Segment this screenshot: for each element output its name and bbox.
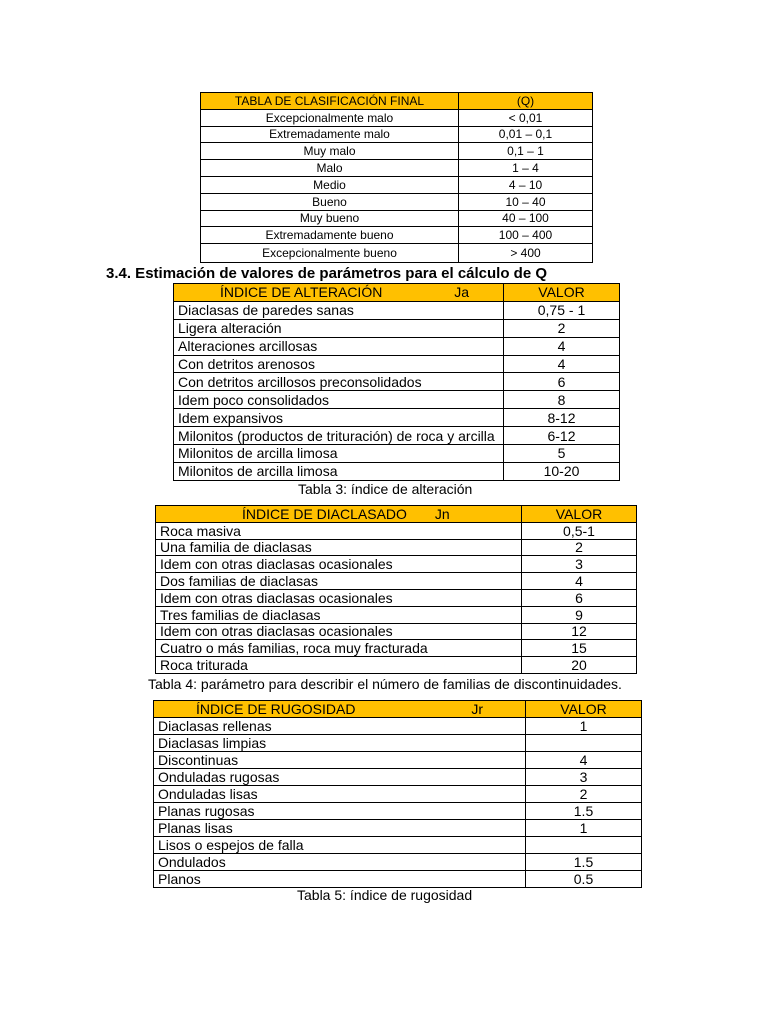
table-row	[201, 210, 593, 227]
table-row	[156, 539, 637, 556]
row-value-cell: 0,01 – 0,1	[459, 126, 593, 143]
row-value-cell: 0.5	[526, 871, 642, 888]
row-value-cell: 12	[522, 623, 637, 640]
row-label-cell: Planas lisas	[154, 820, 526, 837]
row-value-cell: 5	[504, 445, 620, 463]
row-label-cell: Con detritos arcillosos preconsolidados	[174, 373, 504, 391]
row-value-cell: 15	[522, 640, 637, 657]
table-row	[174, 373, 620, 391]
row-label-cell: Onduladas lisas	[154, 786, 526, 803]
table-row	[201, 227, 593, 244]
table-header-row	[174, 284, 620, 302]
row-label-cell: Dos familias de diaclasas	[156, 573, 522, 590]
header-cell: VALOR	[526, 701, 642, 718]
row-value-cell: 4	[522, 573, 637, 590]
row-value-cell: 4 – 10	[459, 176, 593, 193]
header-label: ÍNDICE DE RUGOSIDAD	[196, 701, 356, 717]
row-label-cell: Ligera alteración	[174, 319, 504, 337]
table-row	[201, 109, 593, 126]
table-row	[156, 657, 637, 674]
row-label-cell: Cuatro o más familias, roca muy fracturada	[156, 640, 522, 657]
row-label-cell: Diaclasas limpias	[154, 735, 526, 752]
table-row	[156, 522, 637, 539]
final-classification-table	[200, 92, 593, 263]
row-value-cell	[526, 837, 642, 854]
header-symbol: Jr	[471, 701, 484, 717]
table-row	[156, 606, 637, 623]
header-cell	[156, 506, 522, 523]
table-row	[201, 143, 593, 160]
table-row	[201, 244, 593, 263]
row-label-cell: Milonitos de arcilla limosa	[174, 445, 504, 463]
header-symbol: Ja	[454, 284, 470, 301]
row-value-cell: 0,75 - 1	[504, 301, 620, 319]
table-row	[154, 854, 642, 871]
row-label-cell: Diaclasas rellenas	[154, 718, 526, 735]
table-row	[156, 573, 637, 590]
table-row	[154, 837, 642, 854]
row-value-cell: 6-12	[504, 427, 620, 445]
row-label-cell: Planos	[154, 871, 526, 888]
row-value-cell: 1.5	[526, 803, 642, 820]
row-label-cell: Idem poco consolidados	[174, 391, 504, 409]
row-value-cell: 1.5	[526, 854, 642, 871]
row-value-cell: 4	[526, 752, 642, 769]
table-caption: Tabla 4: parámetro para describir el número de familias de discontinuidades.	[148, 676, 622, 692]
row-label-cell: Discontinuas	[154, 752, 526, 769]
row-value-cell: 10 – 40	[459, 193, 593, 210]
header-cell: VALOR	[504, 284, 620, 302]
table-row	[174, 445, 620, 463]
header-label: ÍNDICE DE ALTERACIÓN	[220, 284, 383, 301]
row-label-cell: Alteraciones arcillosas	[174, 337, 504, 355]
header-label: ÍNDICE DE DIACLASADO	[242, 505, 407, 522]
table-row	[154, 786, 642, 803]
row-label-cell: Milonitos de arcilla limosa	[174, 462, 504, 480]
row-label-cell: Malo	[201, 160, 459, 177]
row-label-cell: Roca triturada	[156, 657, 522, 674]
row-label-cell: Excepcionalmente bueno	[201, 244, 459, 263]
table-header-row	[154, 701, 642, 718]
table-row	[174, 462, 620, 480]
row-value-cell: 2	[504, 319, 620, 337]
table-caption: Tabla 5: índice de rugosidad	[297, 887, 473, 903]
table-row	[156, 589, 637, 606]
row-label-cell: Diaclasas de paredes sanas	[174, 301, 504, 319]
row-value-cell: 4	[504, 337, 620, 355]
row-value-cell: < 0,01	[459, 109, 593, 126]
table-row	[201, 160, 593, 177]
row-value-cell	[526, 735, 642, 752]
row-value-cell: > 400	[459, 244, 593, 263]
row-value-cell: 8-12	[504, 409, 620, 427]
table-row	[154, 820, 642, 837]
table-row	[174, 355, 620, 373]
header-symbol: Jn	[434, 505, 450, 522]
table-row	[201, 193, 593, 210]
header-cell	[174, 284, 504, 302]
row-label-cell: Milonitos (productos de trituración) de roca y arcilla	[174, 427, 504, 445]
row-value-cell: 6	[522, 589, 637, 606]
row-value-cell: 10-20	[504, 462, 620, 480]
row-value-cell: 3	[526, 769, 642, 786]
row-value-cell: 6	[504, 373, 620, 391]
jointing-index-table	[155, 505, 637, 674]
table-row	[154, 803, 642, 820]
table-row	[174, 391, 620, 409]
row-value-cell: 100 – 400	[459, 227, 593, 244]
row-value-cell: 1	[526, 718, 642, 735]
row-value-cell: 40 – 100	[459, 210, 593, 227]
table-row	[156, 556, 637, 573]
row-value-cell: 3	[522, 556, 637, 573]
row-value-cell: 9	[522, 606, 637, 623]
row-label-cell: Ondulados	[154, 854, 526, 871]
table-row	[174, 409, 620, 427]
row-value-cell: 20	[522, 657, 637, 674]
table-caption: Tabla 3: índice de alteración	[298, 481, 473, 497]
roughness-index-table	[153, 700, 642, 888]
row-value-cell: 1	[526, 820, 642, 837]
row-label-cell: Bueno	[201, 193, 459, 210]
header-cell	[154, 701, 526, 718]
row-label-cell: Idem con otras diaclasas ocasionales	[156, 623, 522, 640]
table-row	[154, 752, 642, 769]
row-label-cell: Muy bueno	[201, 210, 459, 227]
table-row	[154, 735, 642, 752]
table-row	[201, 126, 593, 143]
table-row	[174, 301, 620, 319]
row-value-cell: 2	[522, 539, 637, 556]
row-label-cell: Planas rugosas	[154, 803, 526, 820]
row-label-cell: Medio	[201, 176, 459, 193]
table-row	[156, 623, 637, 640]
table-row	[156, 640, 637, 657]
table-row	[154, 718, 642, 735]
row-value-cell: 0,1 – 1	[459, 143, 593, 160]
row-label-cell: Extremadamente malo	[201, 126, 459, 143]
row-value-cell: 8	[504, 391, 620, 409]
row-value-cell: 2	[526, 786, 642, 803]
table-row	[174, 319, 620, 337]
alteration-index-table	[173, 283, 620, 481]
row-label-cell: Roca masiva	[156, 522, 522, 539]
row-label-cell: Con detritos arenosos	[174, 355, 504, 373]
row-label-cell: Onduladas rugosas	[154, 769, 526, 786]
row-value-cell: 0,5-1	[522, 522, 637, 539]
section-heading: 3.4. Estimación de valores de parámetros para el cálculo de Q	[106, 265, 548, 282]
table-row	[154, 871, 642, 888]
header-cell: TABLA DE CLASIFICACIÓN FINAL	[201, 93, 459, 110]
row-label-cell: Tres familias de diaclasas	[156, 606, 522, 623]
table-header-row	[201, 93, 593, 110]
row-value-cell: 1 – 4	[459, 160, 593, 177]
header-cell: VALOR	[522, 506, 637, 523]
row-label-cell: Idem expansivos	[174, 409, 504, 427]
table-row	[174, 427, 620, 445]
table-header-row	[156, 506, 637, 523]
row-label-cell: Idem con otras diaclasas ocasionales	[156, 589, 522, 606]
row-label-cell: Excepcionalmente malo	[201, 109, 459, 126]
row-label-cell: Una familia de diaclasas	[156, 539, 522, 556]
table-row	[154, 769, 642, 786]
row-label-cell: Extremadamente bueno	[201, 227, 459, 244]
row-label-cell: Lisos o espejos de falla	[154, 837, 526, 854]
table-row	[201, 176, 593, 193]
row-value-cell: 4	[504, 355, 620, 373]
header-cell: (Q)	[459, 93, 593, 110]
row-label-cell: Muy malo	[201, 143, 459, 160]
table-row	[174, 337, 620, 355]
row-label-cell: Idem con otras diaclasas ocasionales	[156, 556, 522, 573]
